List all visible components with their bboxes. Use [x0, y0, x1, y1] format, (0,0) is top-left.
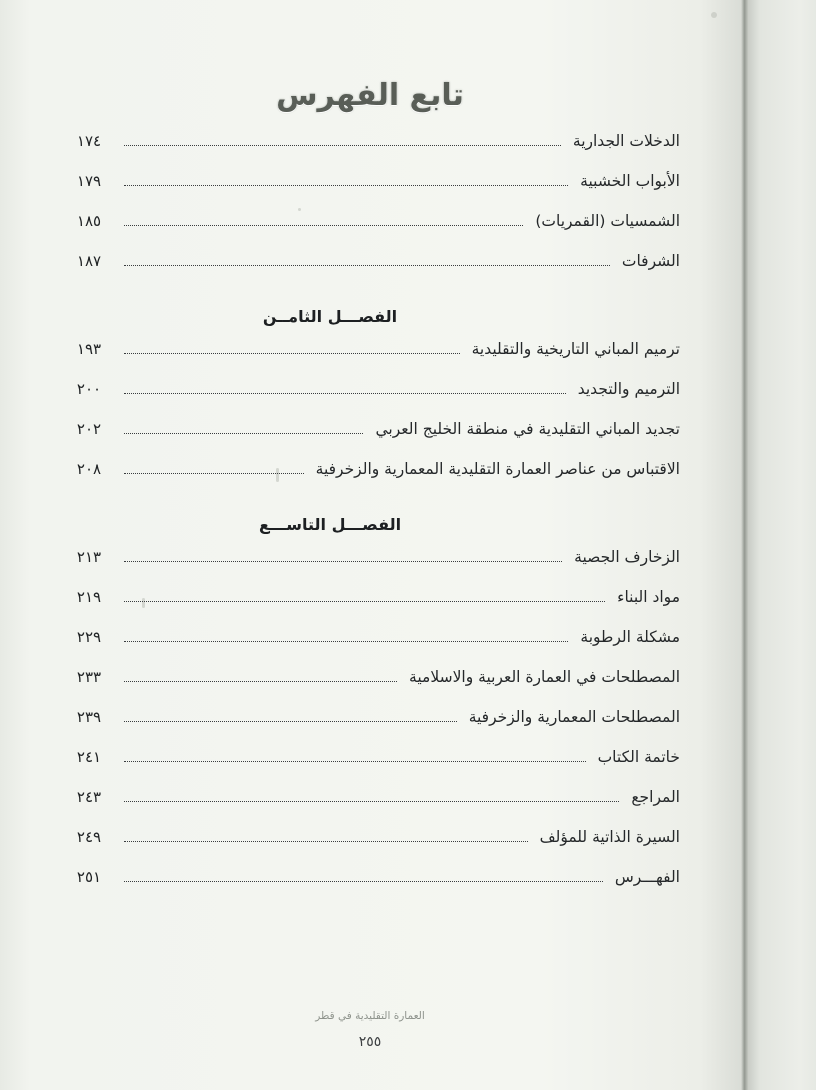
toc-entry[interactable] — [60, 172, 680, 212]
toc-leader-dots — [124, 392, 566, 394]
toc-entry-page: ٢٤١ — [76, 748, 102, 766]
toc-entry-label: الاقتباس من عناصر العمارة التقليدية المعمارية والزخرفية — [315, 460, 680, 478]
toc-entry-label: خاتمة الكتاب — [597, 748, 680, 766]
toc-entry[interactable] — [60, 420, 680, 460]
toc-entry-page: ٢٠٠ — [76, 380, 102, 398]
toc-leader-dots — [124, 720, 457, 722]
toc-entry[interactable] — [60, 460, 680, 500]
toc-entry-label: السيرة الذاتية للمؤلف — [539, 828, 680, 846]
toc-entry-page: ١٧٤ — [76, 132, 102, 150]
toc-entry[interactable] — [60, 548, 680, 588]
toc-entry-label: مشكلة الرطوبة — [580, 628, 680, 646]
toc-entry-page: ١٨٥ — [76, 212, 102, 230]
toc-entry[interactable] — [60, 628, 680, 668]
toc-entry-label: الزخارف الجصية — [574, 548, 680, 566]
toc-entry-label: الشمسيات (القمريات) — [535, 212, 680, 230]
toc-entry[interactable] — [60, 748, 680, 788]
toc-entry-page: ٢٣٣ — [76, 668, 102, 686]
footer-note: العمارة التقليدية في قطر — [315, 1010, 425, 1022]
toc-entry-label: الترميم والتجديد — [577, 380, 680, 398]
toc-leader-dots — [124, 680, 397, 682]
toc-leader-dots — [124, 560, 562, 562]
toc-entry[interactable] — [60, 212, 680, 252]
toc-leader-dots — [124, 600, 605, 602]
toc-leader-dots — [124, 224, 523, 226]
toc-entry-page: ٢٤٩ — [76, 828, 102, 846]
toc-entry-label: المراجع — [631, 788, 680, 806]
page-number: ٢٥٥ — [358, 1034, 382, 1050]
page-title: تابع الفهرس — [276, 78, 464, 113]
toc-entry-label: ترميم المباني التاريخية والتقليدية — [471, 340, 680, 358]
toc-entry-page: ٢٥١ — [76, 868, 102, 886]
toc-entry-label: المصطلحات في العمارة العربية والاسلامية — [409, 668, 680, 686]
toc-entry[interactable] — [60, 788, 680, 828]
toc-chapter-heading — [60, 500, 680, 548]
toc-entry-page: ٢٣٩ — [76, 708, 102, 726]
toc-entry-page: ١٩٣ — [76, 340, 102, 358]
toc-chapter-label: الفصـــل التاســـع — [258, 514, 402, 534]
toc-leader-dots — [124, 432, 363, 434]
toc-entry-label: المصطلحات المعمارية والزخرفية — [468, 708, 680, 726]
toc-entry-label: مواد البناء — [617, 588, 680, 606]
toc-entry-page: ٢٠٢ — [76, 420, 102, 438]
toc-entry[interactable] — [60, 868, 680, 908]
toc-entry-page: ١٨٧ — [76, 252, 102, 270]
toc-entry-label: تجديد المباني التقليدية في منطقة الخليج العربي — [375, 420, 680, 438]
toc-chapter-heading — [60, 292, 680, 340]
toc-entry[interactable] — [60, 668, 680, 708]
toc-entry-label: الفهـــرس — [614, 868, 680, 886]
toc-chapter-label: الفصـــل الثامــن — [262, 306, 398, 326]
toc-entry-page: ٢١٣ — [76, 548, 102, 566]
toc-entry[interactable] — [60, 708, 680, 748]
toc-entry-page: ٢١٩ — [76, 588, 102, 606]
toc-entry-page: ٢٢٩ — [76, 628, 102, 646]
toc-leader-dots — [124, 352, 460, 354]
toc-entry-page: ٢٤٣ — [76, 788, 102, 806]
toc-leader-dots — [124, 472, 304, 474]
toc-entry[interactable] — [60, 340, 680, 380]
toc-entry[interactable] — [60, 828, 680, 868]
toc-entry-label: الأبواب الخشبية — [580, 172, 680, 190]
toc-leader-dots — [124, 640, 568, 642]
toc-entry-page: ٢٠٨ — [76, 460, 102, 478]
book-binding-edge — [741, 0, 748, 1090]
toc-entry[interactable] — [60, 380, 680, 420]
toc-entry-label: الشرفات — [621, 252, 680, 270]
toc-entry-label: الدخلات الجدارية — [572, 132, 680, 150]
toc-entry[interactable] — [60, 252, 680, 292]
toc-leader-dots — [124, 144, 561, 146]
toc-leader-dots — [124, 880, 603, 882]
toc-entry[interactable] — [60, 588, 680, 628]
toc-entry[interactable] — [60, 132, 680, 172]
toc-leader-dots — [124, 760, 586, 762]
toc-entry-page: ١٧٩ — [76, 172, 102, 190]
toc-leader-dots — [124, 264, 610, 266]
toc-leader-dots — [124, 840, 528, 842]
toc-leader-dots — [124, 800, 619, 802]
toc-list — [60, 132, 680, 908]
toc-leader-dots — [124, 184, 568, 186]
